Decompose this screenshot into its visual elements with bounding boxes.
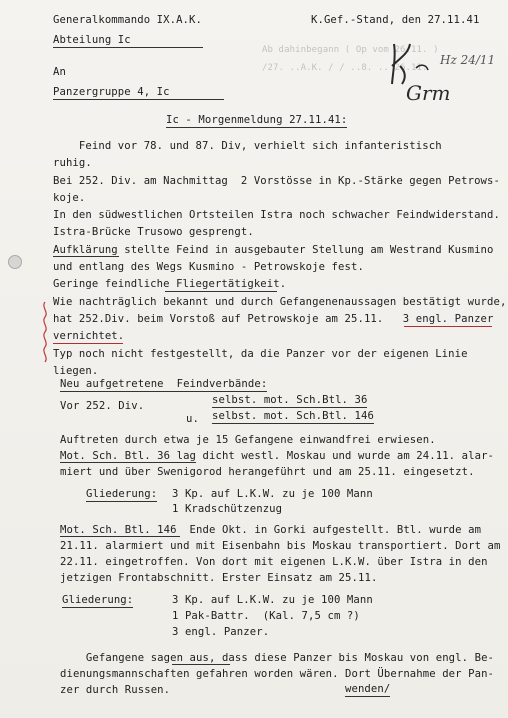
btl146-line: 21.11. alarmiert und mit Eisenbahn bis Moskau transportiert. Dort am [60,540,501,552]
sender: Generalkommando IX.A.K. [53,14,202,26]
body-line: Bei 252. Div. am Nachmittag 2 Vorstösse in Kp.-Stärke gegen Petrows- [53,175,500,187]
btl146-line: 22.11. eingetroffen. Von dort mit eigenen L.K.W. über Istra in den [60,556,488,568]
body-line: Geringe feindliche Fliegertätigkeit. [53,278,287,290]
margin-red-mark [38,300,52,364]
btl146-gliederung-item: 1 Pak-Battr. (Kal. 7,5 cm ?) [172,610,360,622]
body-line: hat 252.Div. beim Vorstoß auf Petrowskoje am 25.11. 3 engl. Panzer [53,313,494,325]
btl146-gliederung-item: 3 Kp. auf L.K.W. zu je 100 Mann [172,594,373,606]
btl36-gliederung-item: 1 Kradschützenzug [172,503,283,515]
body-line: vernichtet. [53,330,125,342]
underline-btl146 [60,536,180,537]
new-units-heading: Neu aufgetretene Feindverbände: [60,378,268,390]
turn-page-note: wenden/ [345,683,391,695]
body-line: und entlang des Wegs Kusmino - Petrowskoje fest. [53,261,364,273]
closing-line: Gefangene sagen aus, dass diese Panzer bis Moskau von engl. Be- [60,652,495,664]
recipient-name: Panzergruppe 4, Ic [53,86,224,100]
body-line: Feind vor 78. und 87. Div, verhielt sich infanteristisch [53,140,442,152]
body-line: In den südwestlichen Ortsteilen Istra noch schwacher Feindwiderstand. [53,209,500,221]
initials-date: Hz 24/11 [440,53,496,67]
btl146-line: Mot. Sch. Btl. 146 Ende Okt. in Gorki aufgestellt. Btl. wurde am [60,524,482,536]
body-line: Aufklärung stellte Feind in ausgebauter Stellung am Westrand Kusmino [53,244,494,256]
bleed-text-2: /27. ..A.K. / / ..8. .. 26.11. [262,63,428,73]
handwritten-initials [380,36,500,118]
location-date: K.Gef.-Stand, den 27.11.41 [311,14,480,26]
btl36-line: miert und über Swenigorod herangeführt und am 25.11. eingesetzt. [60,466,475,478]
underline-aufklaerung [53,256,119,257]
punch-hole [8,255,22,269]
document-title: Ic - Morgenmeldung 27.11.41: [166,114,348,126]
btl36-gliederung-item: 3 Kp. auf L.K.W. zu je 100 Mann [172,488,373,500]
closing-line: dienungsmannschaften gefahren worden wären. Dort Übernahme der Pan- [60,668,495,680]
new-units-left-2: u. [186,413,199,425]
new-units-right-1: selbst. mot. Sch.Btl. 36 [212,394,368,406]
new-units-right-2: selbst. mot. Sch.Btl. 146 [212,410,374,422]
body-line: Istra-Brücke Trusowo gesprengt. [53,226,254,238]
confirm-line: Auftreten durch etwa je 15 Gefangene einwandfrei erwiesen. [60,434,436,446]
bleed-text-1: Ab dahinbegann ( Op vom 26.11. ) [262,45,439,55]
underline-flieger [165,291,277,292]
body-line: Typ noch nicht festgestellt, da die Panzer vor der eigenen Linie [53,348,468,360]
underline-btl36 [60,462,196,463]
body-line: ruhig. [53,157,92,169]
btl146-gliederung-label: Gliederung: [62,594,134,606]
body-line: koje. [53,192,86,204]
btl146-line: jetzigen Frontabschnitt. Erster Einsatz am 25.11. [60,572,378,584]
underline-panzer [404,326,492,327]
new-units-left-1: Vor 252. Div. [60,400,145,412]
btl36-gliederung-label: Gliederung: [86,488,158,500]
body-line: liegen. [53,365,99,377]
underline-vernichtet [53,343,123,344]
body-line: Wie nachträglich bekannt und durch Gefangenenaussagen bestätigt wurde, [53,296,507,308]
recipient-to: An [53,66,66,78]
initials-signature: Grm [406,81,451,105]
closing-line: zer durch Russen. [60,684,171,696]
btl146-gliederung-item: 3 engl. Panzer. [172,626,270,638]
department: Abteilung Ic [53,34,203,48]
btl36-line: Mot. Sch. Btl. 36 lag dicht westl. Moskau und wurde am 24.11. alar- [60,450,495,462]
underline-sagen-aus [172,664,230,665]
